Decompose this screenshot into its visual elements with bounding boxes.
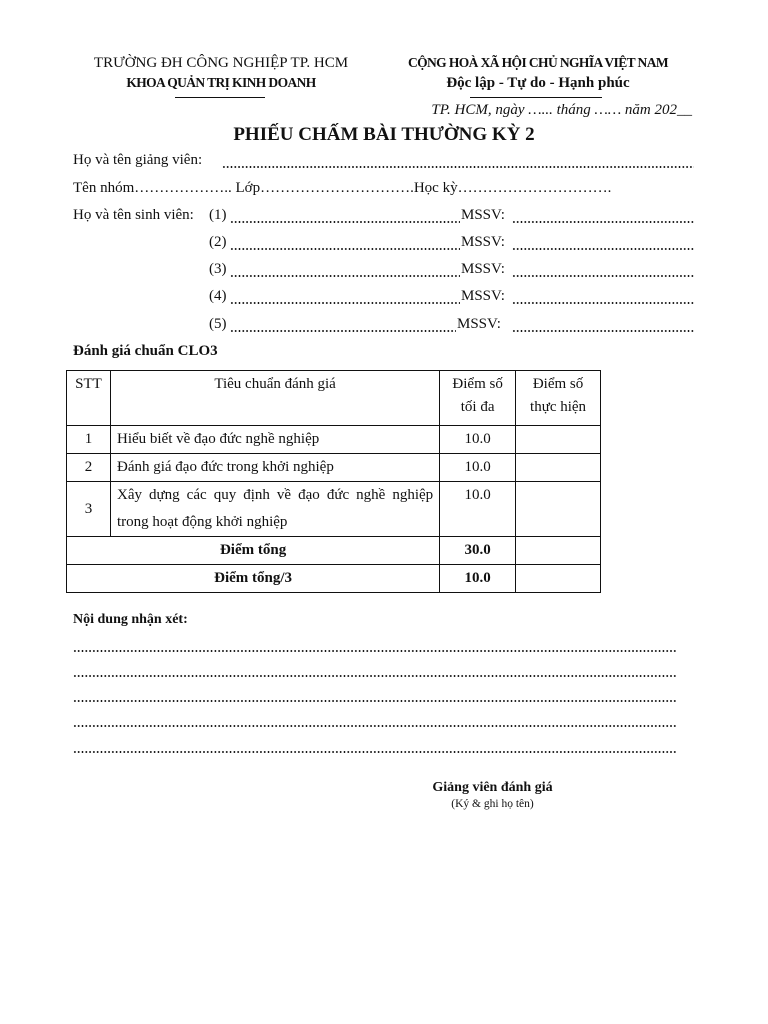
date-line: TP. HCM, ngày …... tháng …… năm 202__ xyxy=(431,102,692,118)
student-name-field[interactable] xyxy=(230,261,460,278)
student-label: Họ và tên sinh viên: xyxy=(73,207,194,223)
page-title: PHIẾU CHẤM BÀI THƯỜNG KỲ 2 xyxy=(233,124,535,145)
student-index: (4) xyxy=(209,288,227,304)
table-row xyxy=(67,482,601,537)
row-max-score: 10.0 xyxy=(440,454,516,482)
total-div-label: Điểm tổng/3 xyxy=(67,565,440,593)
comment-line[interactable] xyxy=(73,737,676,754)
comment-line[interactable] xyxy=(73,661,676,678)
mssv-field[interactable] xyxy=(512,234,694,251)
lecturer-name-field[interactable] xyxy=(222,152,694,169)
row-actual-score-cell[interactable] xyxy=(516,482,601,537)
row-actual-score-cell[interactable] xyxy=(516,426,601,454)
row-stt: 1 xyxy=(67,426,111,454)
nation-motto: Độc lập - Tự do - Hạnh phúc xyxy=(446,75,630,91)
header-max-score xyxy=(440,371,516,426)
lecturer-label: Họ và tên giảng viên: xyxy=(73,152,203,168)
header-criteria: Tiêu chuẩn đánh giá xyxy=(110,371,439,426)
row-criteria: Xây dựng các quy định về đạo đức nghề nghiệp trong hoạt động khởi nghiệp xyxy=(110,482,439,537)
grading-table xyxy=(66,370,601,593)
student-index: (3) xyxy=(209,261,227,277)
header-max-line2: tối đa xyxy=(460,399,495,415)
mssv-label: MSSV: xyxy=(457,316,501,332)
motto-underline xyxy=(470,97,602,98)
nation-name: CỘNG HOÀ XÃ HỘI CHỦ NGHĨA VIỆT NAM xyxy=(407,55,668,70)
student-name-field[interactable] xyxy=(230,288,460,305)
row-criteria: Hiểu biết về đạo đức nghề nghiệp xyxy=(110,426,439,454)
row-stt: 2 xyxy=(67,454,111,482)
total-div-row xyxy=(67,565,601,593)
mssv-label: MSSV: xyxy=(461,234,505,250)
mssv-label: MSSV: xyxy=(461,207,505,223)
school-name: TRƯỜNG ĐH CÔNG NGHIỆP TP. HCM xyxy=(93,55,349,71)
comment-line[interactable] xyxy=(73,686,676,703)
mssv-field[interactable] xyxy=(512,288,694,305)
total-label: Điểm tổng xyxy=(67,537,440,565)
table-row xyxy=(67,454,601,482)
table-row xyxy=(67,426,601,454)
row-max-score: 10.0 xyxy=(440,482,516,537)
header-max-line1: Điểm số xyxy=(452,376,503,392)
section-title: Đánh giá chuẩn CLO3 xyxy=(73,343,218,359)
header-stt: STT xyxy=(67,371,111,426)
row-max-score: 10.0 xyxy=(440,426,516,454)
mssv-field[interactable] xyxy=(512,316,694,333)
comments-title: Nội dung nhận xét: xyxy=(73,612,188,627)
row-criteria: Đánh giá đạo đức trong khởi nghiệp xyxy=(110,454,439,482)
total-div-max-score: 10.0 xyxy=(440,565,516,593)
department-name: KHOA QUẢN TRỊ KINH DOANH xyxy=(126,75,316,90)
comment-line[interactable] xyxy=(73,636,676,653)
mssv-label: MSSV: xyxy=(461,261,505,277)
student-name-field[interactable] xyxy=(230,234,460,251)
mssv-field[interactable] xyxy=(512,207,694,224)
student-name-field[interactable] xyxy=(230,316,456,333)
mssv-label: MSSV: xyxy=(461,288,505,304)
school-header xyxy=(66,55,376,91)
signature-block xyxy=(410,780,575,810)
total-row xyxy=(67,537,601,565)
row-actual-score-cell[interactable] xyxy=(516,454,601,482)
student-index: (2) xyxy=(209,234,227,250)
signature-note: (Ký & ghi họ tên) xyxy=(451,798,534,810)
table-header-row xyxy=(67,371,601,426)
header-actual-score xyxy=(516,371,601,426)
total-max-score: 30.0 xyxy=(440,537,516,565)
group-class-semester-line: Tên nhóm……………….. Lớp………………………….Học kỳ…………………………. xyxy=(73,180,612,196)
student-index: (1) xyxy=(209,207,227,223)
row-stt: 3 xyxy=(67,482,111,537)
department-underline xyxy=(175,97,265,98)
signature-title: Giảng viên đánh giá xyxy=(432,780,553,795)
header-actual-line1: Điểm số xyxy=(532,376,584,392)
total-div-actual-score-cell[interactable] xyxy=(516,565,601,593)
student-name-field[interactable] xyxy=(230,207,460,224)
student-index: (5) xyxy=(209,316,227,332)
mssv-field[interactable] xyxy=(512,261,694,278)
total-actual-score-cell[interactable] xyxy=(516,537,601,565)
header-actual-line2: thực hiện xyxy=(530,399,587,415)
comment-line[interactable] xyxy=(73,711,676,728)
nation-header xyxy=(378,55,698,92)
